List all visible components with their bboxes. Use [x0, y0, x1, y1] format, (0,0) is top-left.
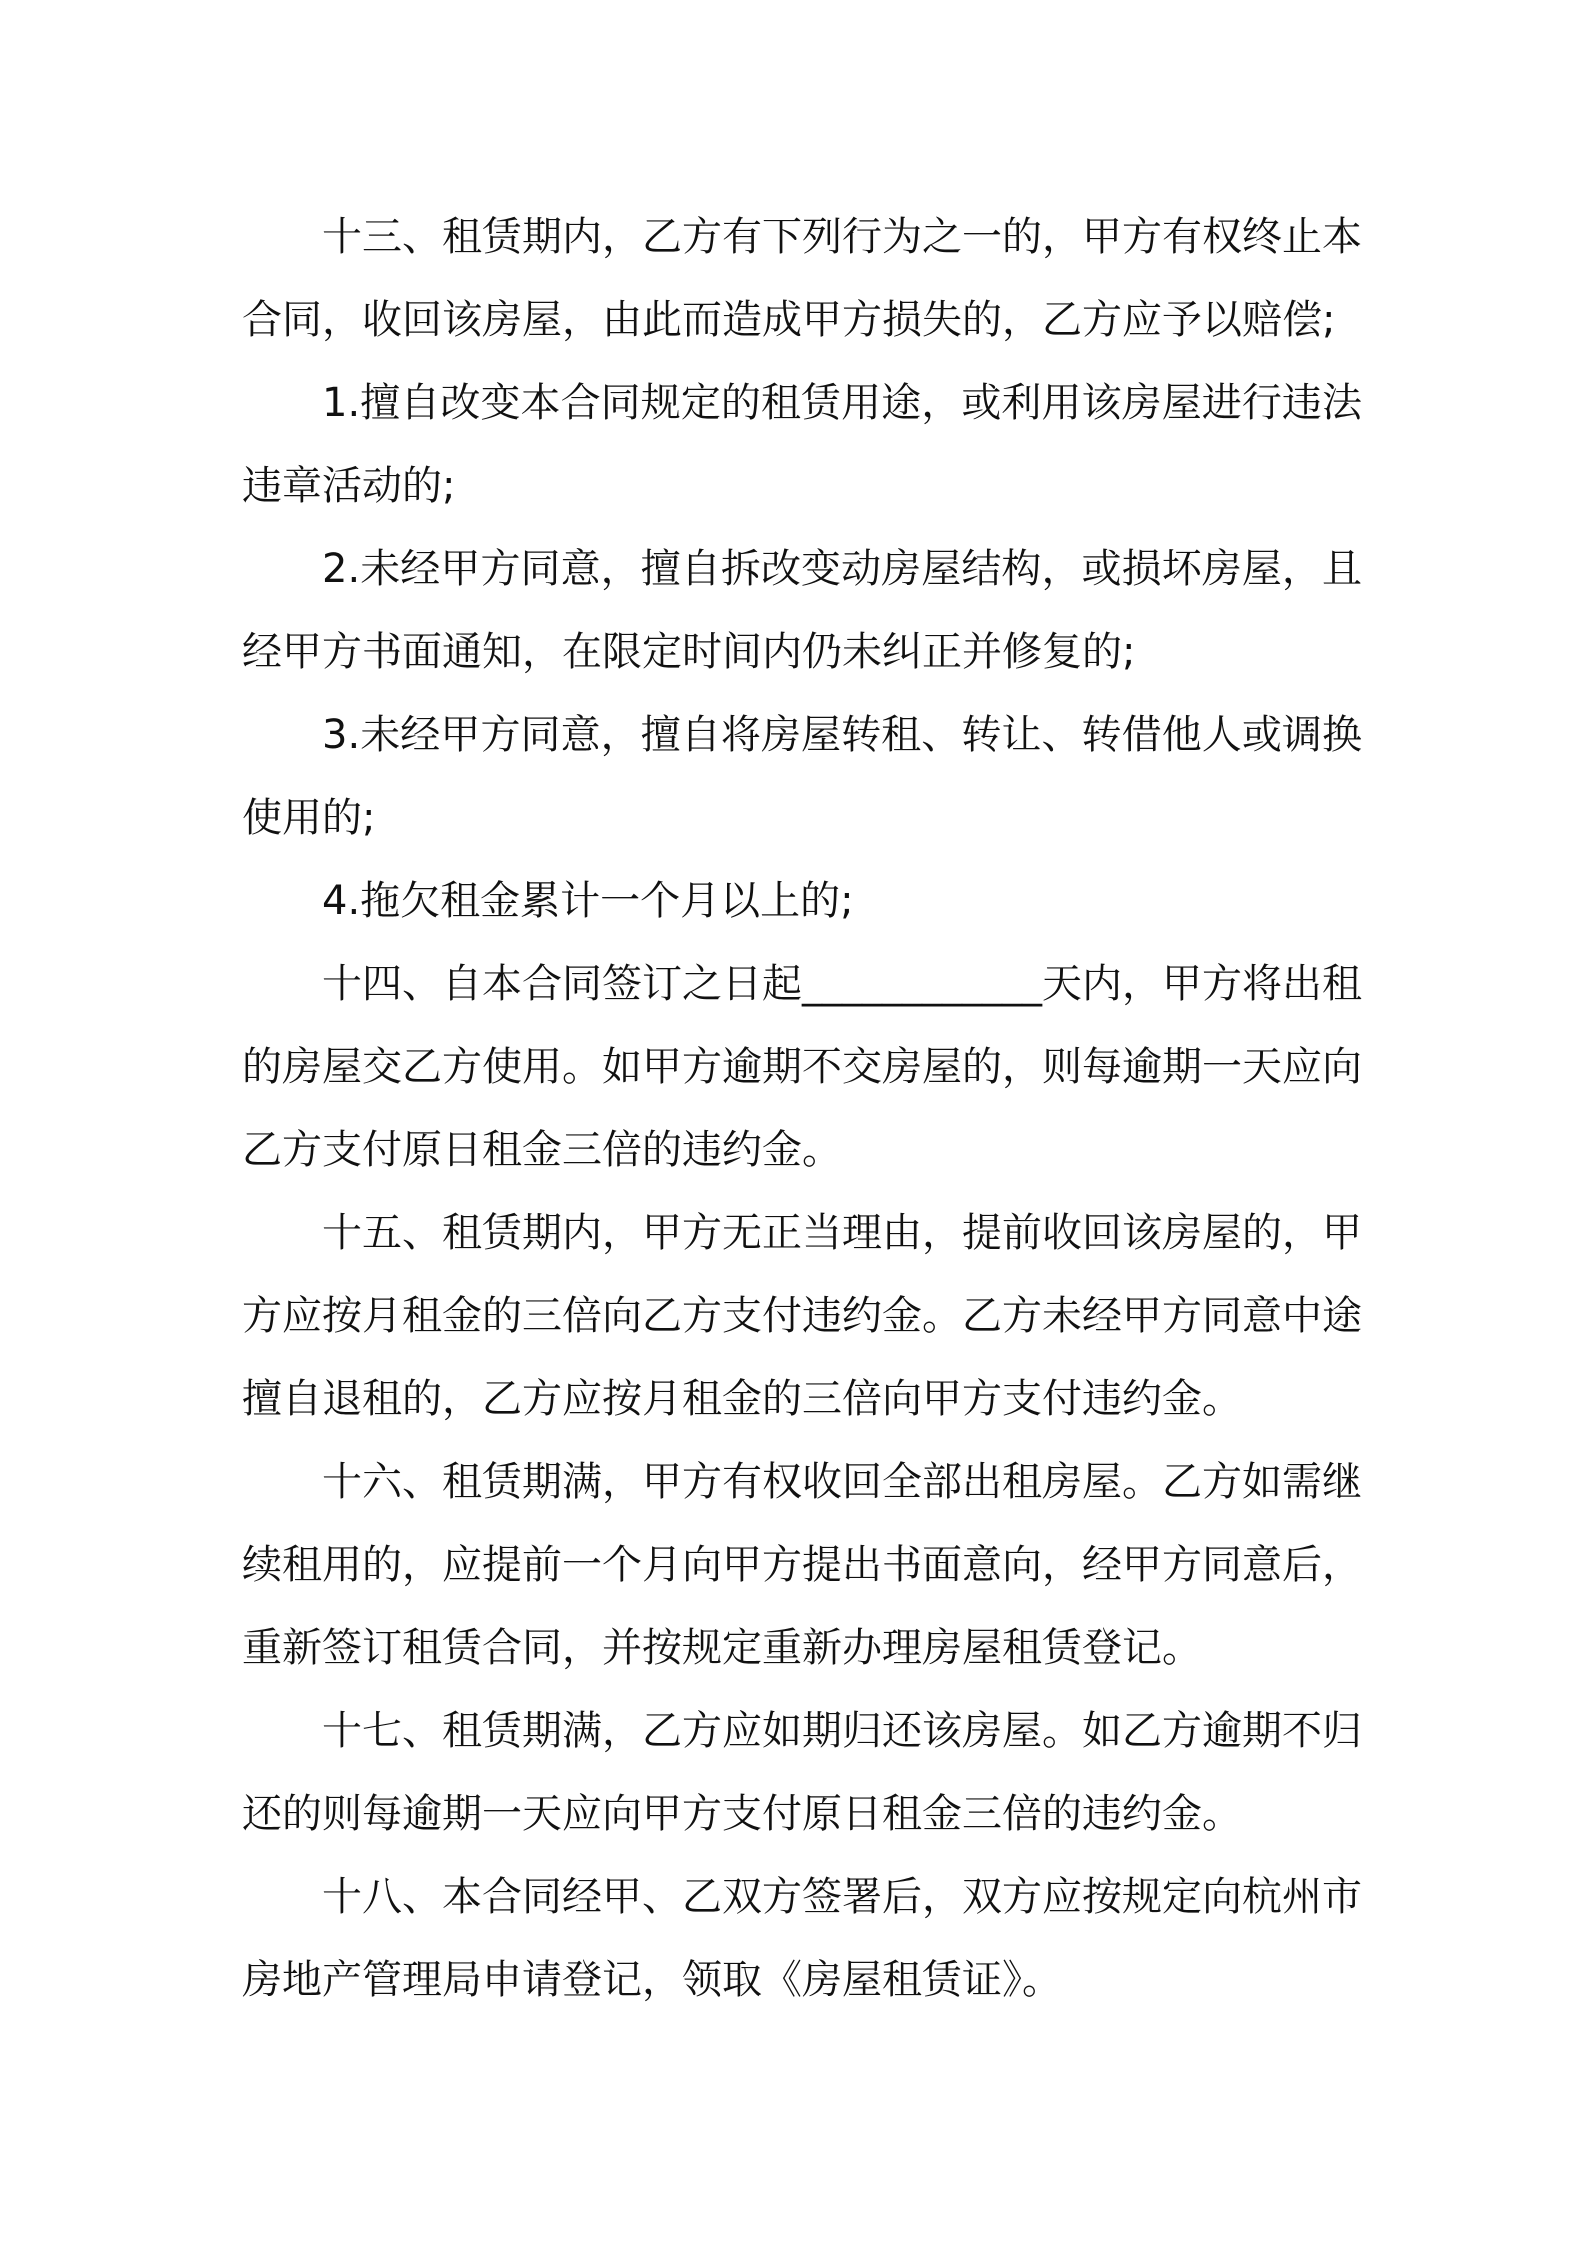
clause-16: 十六、租赁期满，甲方有权收回全部出租房屋。乙方如需继续租用的，应提前一个月向甲方提出书面意向，经甲方同意后，重新签订租赁合同，并按规定重新办理房屋租赁登记。 — [242, 1459, 1362, 1671]
clause-13-item-2: 2.未经甲方同意，擅自拆改变动房屋结构，或损坏房屋，且经甲方书面通知，在限定时间内仍未纠正并修复的; — [242, 546, 1362, 675]
clause-14: 十四、自本合同签订之日起____________天内，甲方将出租的房屋交乙方使用。如甲方逾期不交房屋的，则每逾期一天应向乙方支付原日租金三倍的违约金。 — [242, 961, 1362, 1173]
document-body — [242, 196, 1362, 2022]
clause-13-item-4: 4.拖欠租金累计一个月以上的; — [322, 878, 854, 924]
clause-17: 十七、租赁期满，乙方应如期归还该房屋。如乙方逾期不归还的则每逾期一天应向甲方支付原日租金三倍的违约金。 — [242, 1708, 1362, 1837]
clause-13-item-3: 3.未经甲方同意，擅自将房屋转租、转让、转借他人或调换使用的; — [242, 712, 1362, 841]
clause-18: 十八、本合同经甲、乙双方签署后，双方应按规定向杭州市房地产管理局申请登记，领取《房屋租赁证》。 — [242, 1874, 1362, 2003]
clause-13: 十三、租赁期内，乙方有下列行为之一的，甲方有权终止本合同，收回该房屋，由此而造成甲方损失的，乙方应予以赔偿; — [242, 214, 1362, 343]
clause-15: 十五、租赁期内，甲方无正当理由，提前收回该房屋的，甲方应按月租金的三倍向乙方支付违约金。乙方未经甲方同意中途擅自退租的，乙方应按月租金的三倍向甲方支付违约金。 — [242, 1210, 1362, 1422]
clause-13-item-1: 1.擅自改变本合同规定的租赁用途，或利用该房屋进行违法违章活动的; — [242, 380, 1362, 509]
